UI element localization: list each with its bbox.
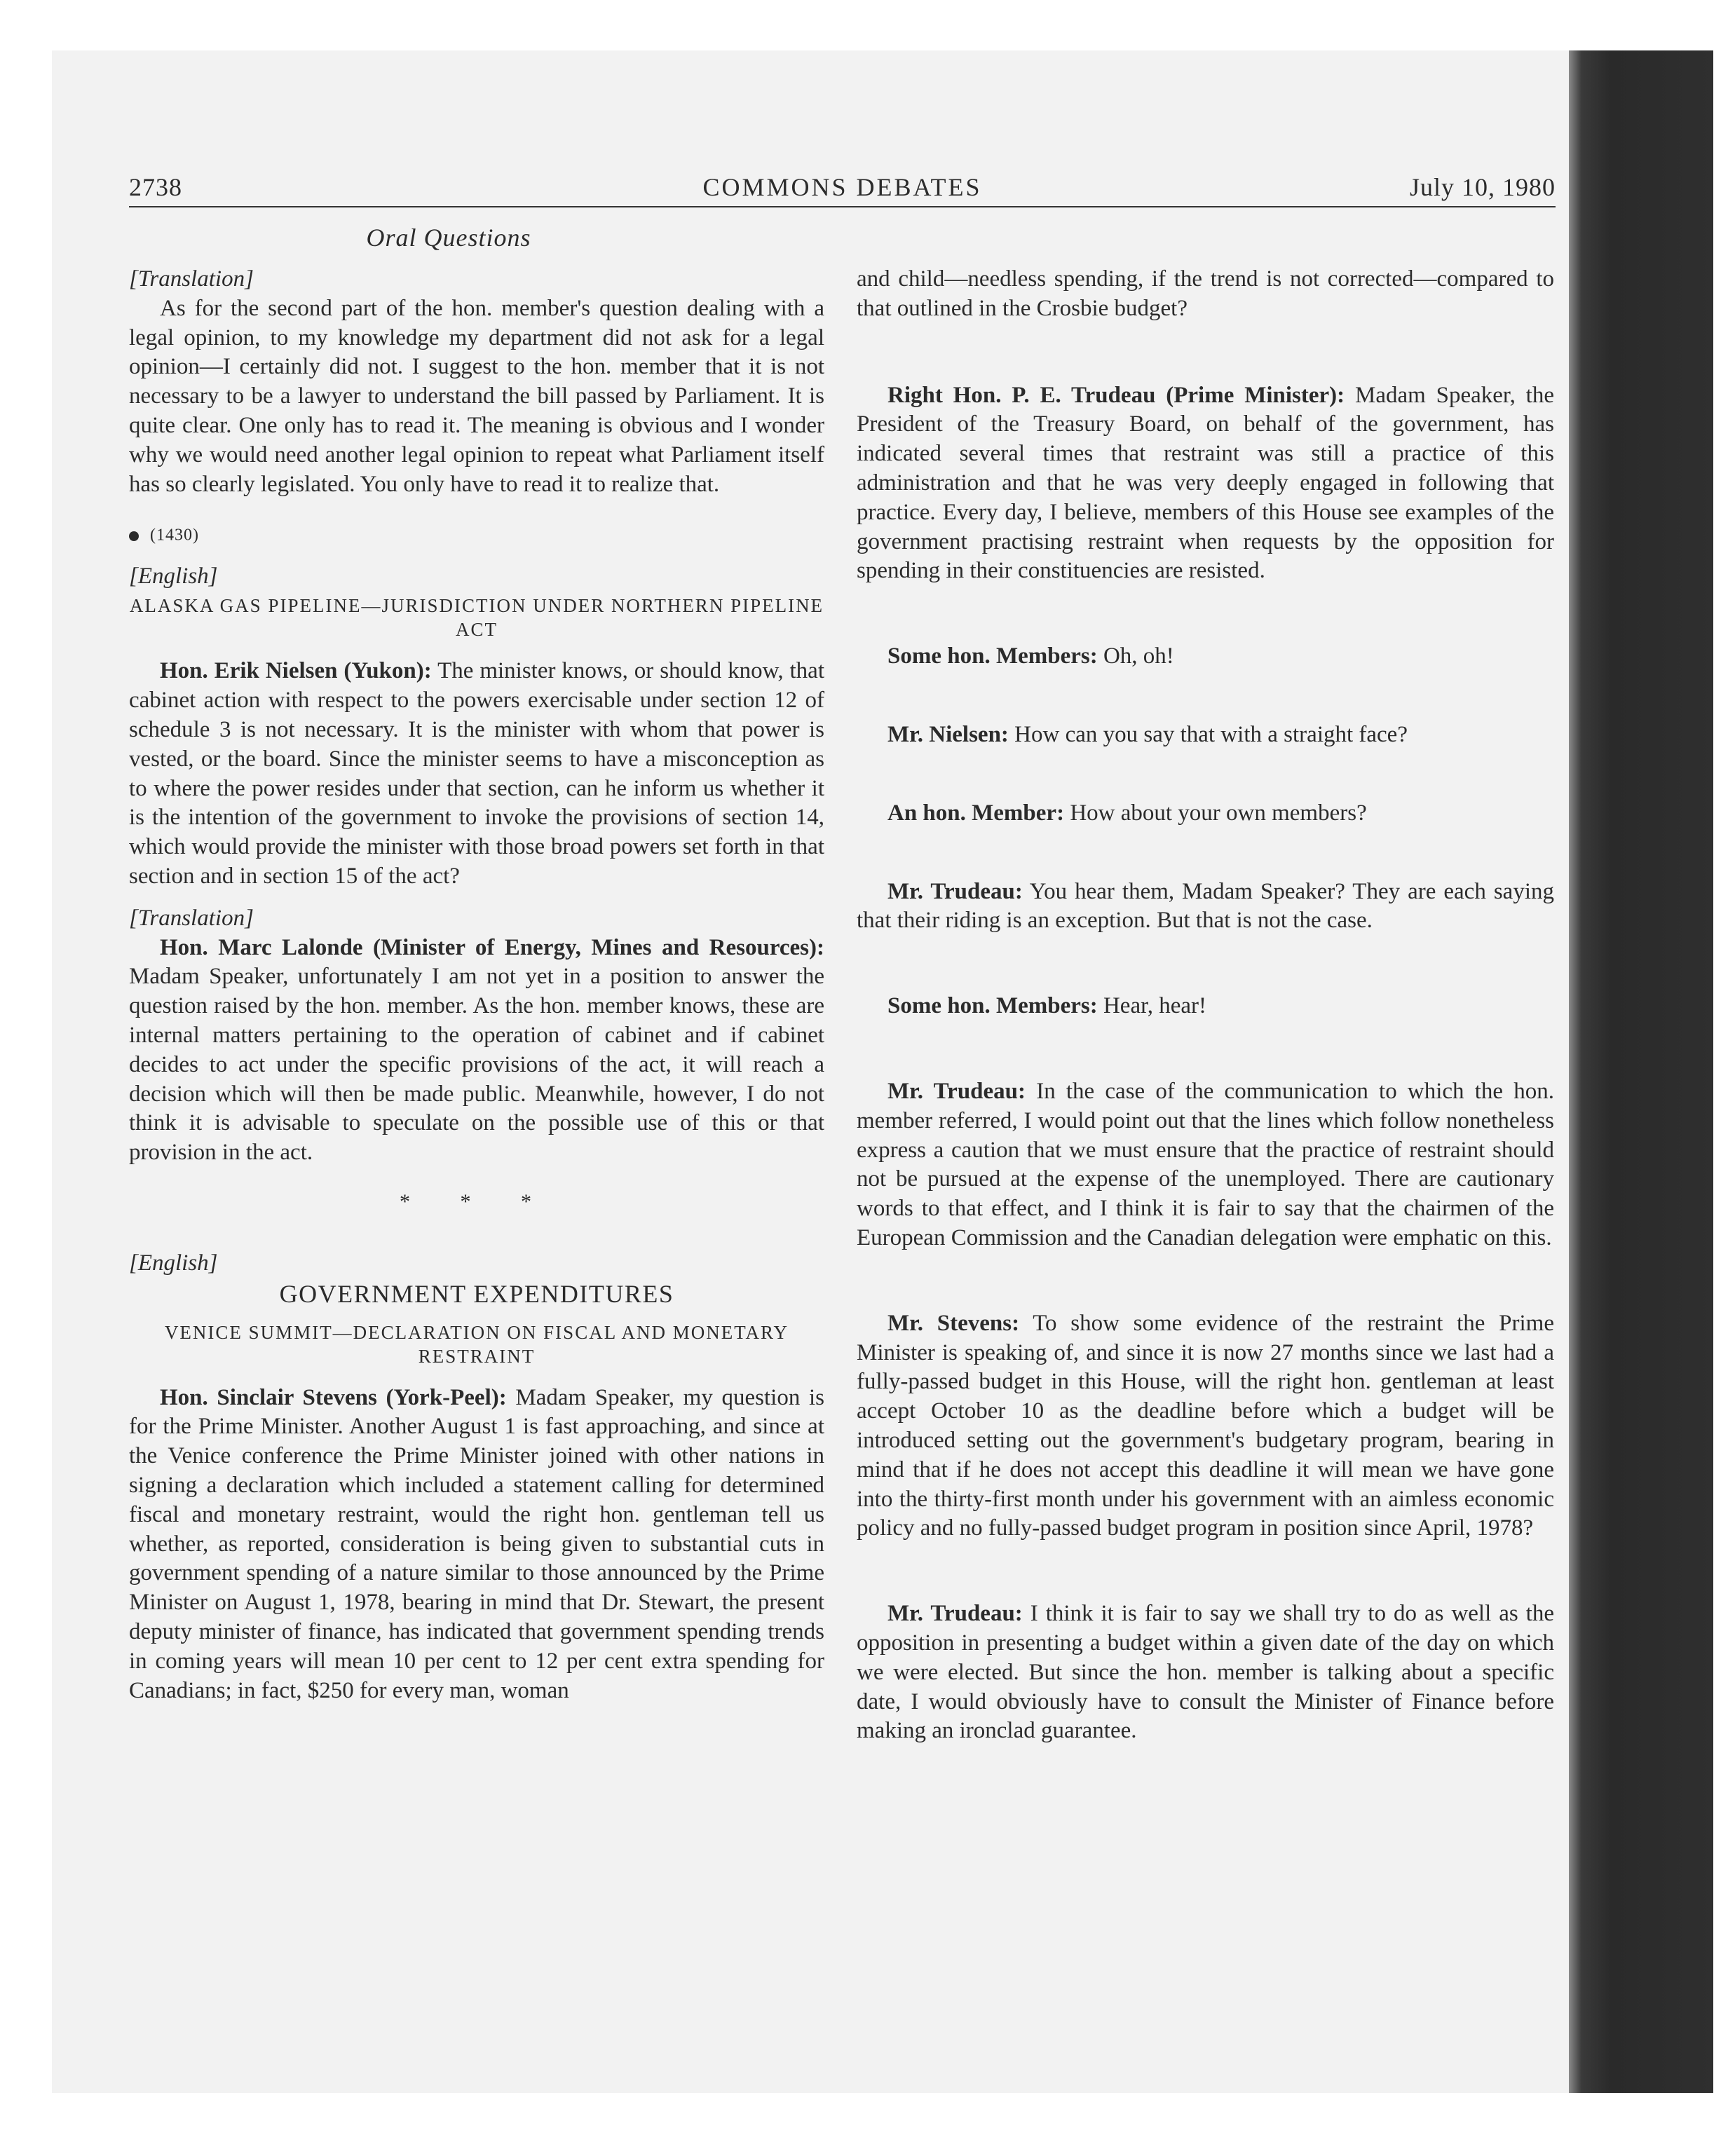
language-marker: [Translation]	[129, 905, 254, 931]
right-column	[857, 265, 1554, 1746]
speaker-name: Some hon. Members:	[887, 643, 1098, 669]
speaker-name: Mr. Trudeau:	[887, 878, 1023, 904]
section-label: Oral Questions	[366, 224, 531, 252]
speech-text: In the case of the communication to which the hon. member referred, I would point out that the lines which follow nonetheless express a caution that we must ensure that the practice of restraint should not be pursued at the expense of the unemployed. There are cautionary words to that effect, and I think it is fair to say that the chairmen of the European Commission and the Canadian delegation were emphatic on this.	[857, 1078, 1554, 1250]
section-heading: GOVERNMENT EXPENDITURES	[279, 1279, 674, 1308]
bullet-icon	[129, 531, 139, 541]
speech-text: Oh, oh!	[1097, 643, 1174, 669]
speaker-name: Some hon. Members:	[887, 993, 1098, 1019]
speaker-name: Hon. Sinclair Stevens (York-Peel):	[160, 1384, 507, 1410]
speech-paragraph	[857, 381, 1554, 587]
speaker-name: Mr. Trudeau:	[887, 1601, 1023, 1627]
speaker-name: An hon. Member:	[887, 800, 1065, 826]
scan-binding-edge	[1569, 50, 1713, 2093]
left-column	[129, 265, 824, 1705]
speech-paragraph	[857, 1077, 1554, 1253]
speech-paragraph	[857, 878, 1554, 936]
speech-text: How about your own members?	[1064, 800, 1367, 826]
speech-paragraph	[857, 799, 1554, 828]
speech-text: Madam Speaker, unfortunately I am not yet in a position to answer the question raised by the hon. member. As the hon. member knows, these are internal matters pertaining to the operation of cabinet and if cabinet decides to act under the specific provisions of the act, it will reach a decision which will then be made public. Meanwhile, however, I do not think it is advisable to speculate on the possible use of this or that provision in the act.	[129, 964, 824, 1166]
subheading: VENICE SUMMIT—DECLARATION ON FISCAL AND MONETARY RESTRAINT	[164, 1321, 789, 1367]
page-header	[129, 168, 1556, 207]
timestamp-marker	[129, 520, 824, 550]
timestamp: (1430)	[150, 526, 199, 545]
speaker-name: Mr. Nielsen:	[887, 721, 1009, 747]
speaker-name: Mr. Stevens:	[887, 1310, 1020, 1336]
speech-paragraph	[857, 992, 1554, 1021]
speaker-name: Right Hon. P. E. Trudeau (Prime Minister):	[887, 382, 1345, 408]
speech-paragraph	[129, 1384, 824, 1706]
speech-text: How can you say that with a straight face?	[1008, 721, 1408, 747]
speaker-name: Hon. Marc Lalonde (Minister of Energy, Mines and Resources):	[160, 934, 824, 960]
speech-paragraph	[129, 934, 824, 1168]
speaker-name: Mr. Trudeau:	[887, 1078, 1026, 1104]
speech-paragraph	[857, 1309, 1554, 1543]
speech-text: To show some evidence of the restraint the Prime Minister is speaking of, and since it is now 27 months since we last had a fully-passed budget in this House, will the right hon. gentleman at least accept October 10 as the deadline before which a budget will be introduced setting out the government's budgetary program, bearing in mind that if he does not accept this deadline it will mean we have gone into the thirty-first month under his government with an aimless economic policy and no fully-passed budget program in position since April, 1978?	[857, 1310, 1554, 1541]
publication-date: July 10, 1980	[1409, 173, 1556, 201]
speech-text: Madam Speaker, the President of the Treasury Board, on behalf of the government, has indicated several times that restraint was still a practice of this administration and that he was very deeply engaged in following that practice. Every day, I believe, members of this House see examples of the government practising restraint when requests by the opposition for spending in their constituencies are resisted.	[857, 382, 1554, 584]
section-separator: * * *	[400, 1190, 554, 1214]
speech-paragraph	[857, 1599, 1554, 1746]
speech-text: You hear them, Madam Speaker? They are each saying that their riding is an exception. But that is not the case.	[857, 878, 1554, 934]
speech-text: Madam Speaker, my question is for the Prime Minister. Another August 1 is fast approaching, and since at the Venice conference the Prime Minister joined with other nations in signing a declaration which included a statement calling for determined fiscal and monetary restraint, would the right hon. gentleman tell us whether, as reported, consideration is being given to substantial cuts in government spending of a nature similar to those announced by the Prime Minister on August 1, 1978, bearing in mind that Dr. Stewart, the present deputy minister of finance, has indicated that government spending trends in coming years will mean 10 per cent to 12 per cent extra spending for Canadians; in fact, $250 for every man, woman	[129, 1384, 824, 1703]
paragraph: and child—needless spending, if the trend is not corrected—compared to that outlined in the Crosbie budget?	[857, 266, 1554, 321]
speech-paragraph	[857, 721, 1554, 750]
subheading: ALASKA GAS PIPELINE—JURISDICTION UNDER NORTHERN PIPELINE ACT	[129, 595, 824, 641]
publication-title: COMMONS DEBATES	[702, 173, 982, 201]
speech-text: Hear, hear!	[1097, 993, 1207, 1019]
language-marker: [Translation]	[129, 266, 254, 292]
speech-text: The minister knows, or should know, that cabinet action with respect to the powers exercisable under section 12 of schedule 3 is not necessary. It is the minister with whom that power is vested, or the board. Since the minister seems to have a misconception as to where the power resides under that section, can he inform us whether it is the intention of the government to invoke the provisions of section 14, which would provide the minister with those broad powers set forth in that section and in section 15 of the act?	[129, 658, 824, 889]
speech-paragraph	[857, 642, 1554, 671]
language-marker: [English]	[129, 563, 218, 589]
speaker-name: Hon. Erik Nielsen (Yukon):	[160, 658, 432, 684]
paragraph: As for the second part of the hon. member's question dealing with a legal opinion, to my knowledge my department did not ask for a legal opinion—I certainly did not. I suggest to the hon. member that it is not necessary to be a lawyer to understand the bill passed by Parliament. It is quite clear. One only has to read it. The meaning is obvious and I wonder why we would need another legal opinion to repeat what Parliament itself has so clearly legislated. You only have to read it to realize that.	[129, 295, 824, 497]
language-marker: [English]	[129, 1250, 218, 1276]
speech-text: I think it is fair to say we shall try to do as well as the opposition in presenting a budget within a given date of the day on which we were elected. But since the hon. member is talking about a specific date, I would obviously have to consult the Minister of Finance before making an ironclad guarantee.	[857, 1601, 1554, 1744]
speech-paragraph	[129, 657, 824, 891]
page-number: 2738	[129, 173, 182, 201]
